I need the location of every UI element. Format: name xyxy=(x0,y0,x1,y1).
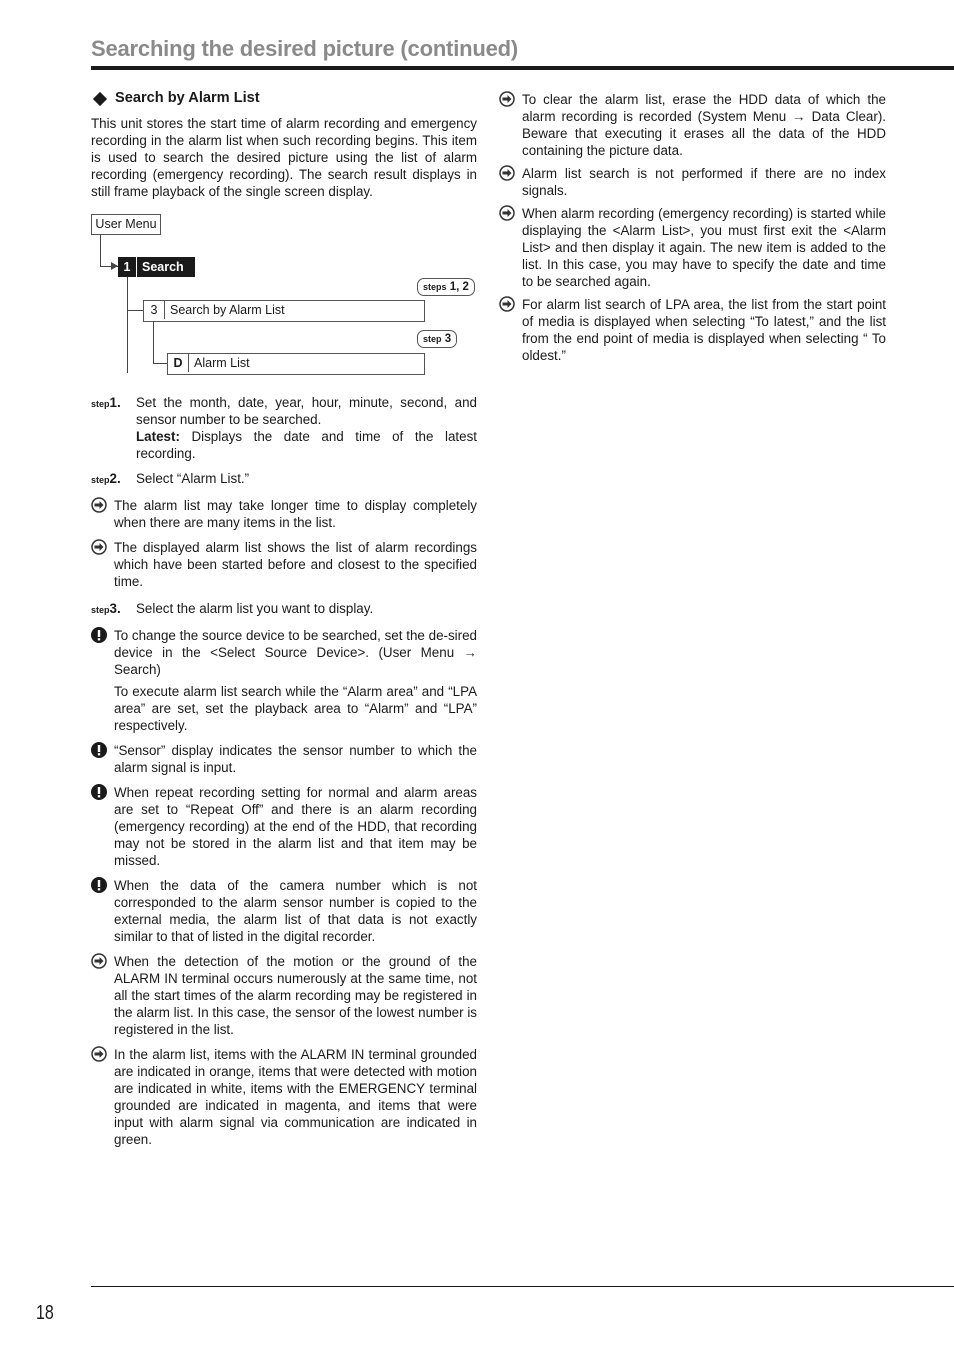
note-item xyxy=(91,539,477,590)
left-column xyxy=(91,90,477,1148)
exclamation-circle-icon xyxy=(91,877,107,893)
arrow-circle-icon xyxy=(499,296,515,312)
arrow-circle-icon xyxy=(91,497,107,513)
arrow-circle-icon xyxy=(499,91,515,107)
step-body xyxy=(136,394,477,462)
latest-text: Displays the date and time of the latest recording. xyxy=(136,429,477,461)
note-text: Alarm list search is not performed if there are no index signals. xyxy=(522,166,886,198)
step-label: step3. xyxy=(91,601,121,616)
caution-item xyxy=(91,742,477,776)
note-item xyxy=(499,296,886,364)
step-text: Set the month, date, year, hour, minute, second, and sensor number to be searched. xyxy=(136,395,477,427)
diamond-bullet-icon xyxy=(93,91,107,105)
step-text: Select the alarm list you want to display. xyxy=(136,601,374,616)
user-menu-label: User Menu xyxy=(95,217,157,231)
menu-diagram xyxy=(91,214,477,382)
step-text: Select “Alarm List.” xyxy=(136,471,250,486)
step-callout xyxy=(417,330,457,348)
note-item xyxy=(91,953,477,1038)
alarm-list-item xyxy=(167,353,425,375)
note-text: When the detection of the motion or the ground of the ALARM IN terminal occurs numerously at the same time, not all the start times of the alarm recording may be registered in the alarm list. In this case, the sensor of the lowest number is registered in the list. xyxy=(114,954,477,1037)
section-heading-text: Search by Alarm List xyxy=(115,90,260,106)
intro-paragraph: This unit stores the start time of alarm recording and emergency recording in the alarm list when such recording begins. This item is used to search the desired picture using the list of alarm recording (emergency recording). The search result displays in still frame playback of the single screen display. xyxy=(91,116,477,199)
step-label: step2. xyxy=(91,471,121,486)
note-item xyxy=(499,205,886,290)
exclamation-circle-icon xyxy=(91,784,107,800)
search-item-label: Search xyxy=(142,260,184,274)
arrow-circle-icon xyxy=(91,1046,107,1062)
search-item-number: 1 xyxy=(118,257,137,277)
note-text: In the alarm list, items with the ALARM IN terminal grounded are indicated in orange, items that were detected with motion are indicated in white, items with the EMERGENCY terminal grounded are indicated in magenta, and items that were input with alarm signal via communication are indicated in green. xyxy=(114,1047,477,1147)
latest-label: Latest: xyxy=(136,429,180,444)
step-1 xyxy=(91,394,477,462)
arrow-circle-icon xyxy=(499,205,515,221)
user-menu-box xyxy=(91,214,161,235)
title-rule xyxy=(91,66,954,70)
exclamation-circle-icon xyxy=(91,742,107,758)
note-text: The displayed alarm list shows the list of alarm recordings which have been started before and closest to the specified time. xyxy=(114,540,477,589)
caution-text: When repeat recording setting for normal and alarm areas are set to “Repeat Off” and there is an alarm recording (emergency recording) at the end of the HDD, that recording may not be stored in the alarm list and that item may be missed. xyxy=(114,785,477,868)
callout-value: 1, 2 xyxy=(449,281,469,293)
exclamation-circle-icon xyxy=(91,627,107,643)
right-column xyxy=(499,91,886,364)
list-item-number: D xyxy=(168,354,189,372)
note-item xyxy=(91,497,477,531)
step-3 xyxy=(91,600,477,619)
note-item xyxy=(499,165,886,199)
step-2 xyxy=(91,470,477,489)
steps-callout xyxy=(417,278,475,296)
search-menu-item xyxy=(118,257,195,277)
note-text: The alarm list may take longer time to display completely when there are many items in the list. xyxy=(114,498,477,530)
callout-value: 3 xyxy=(444,333,452,345)
page-number: 18 xyxy=(36,1302,54,1324)
list-item-label: Alarm List xyxy=(194,356,250,370)
page-title: Searching the desired picture (continued) xyxy=(91,36,518,61)
arrow-circle-icon xyxy=(499,165,515,181)
arrow-right-icon xyxy=(111,262,118,270)
callout-prefix: step xyxy=(423,334,442,344)
callout-prefix: steps xyxy=(423,282,447,292)
caution-item xyxy=(91,627,477,678)
caution-item xyxy=(91,877,477,945)
search-by-alarm-list-item xyxy=(143,300,425,322)
caution-continuation: To execute alarm list search while the “Alarm area” and “LPA area” are set, set the playback area to “Alarm” and “LPA” respectively. xyxy=(114,684,477,733)
note-text: When alarm recording (emergency recording) is started while displaying the <Alarm List>, you must first exit the <Alarm List> and then display it again. The new item is added to the list. In this case, you may have to specify the date and time to be searched again. xyxy=(522,206,886,289)
caution-item xyxy=(91,784,477,869)
arrow-circle-icon xyxy=(91,539,107,555)
section-heading xyxy=(91,90,477,107)
note-item xyxy=(91,1046,477,1148)
alarm-list-item-label: Search by Alarm List xyxy=(170,303,285,317)
caution-text: “Sensor” display indicates the sensor number to which the alarm signal is input. xyxy=(114,743,477,775)
footer-rule xyxy=(91,1286,954,1287)
note-text: For alarm list search of LPA area, the list from the start point of media is displayed when selecting “To latest,” and the list from the end point of media is displayed when selecting “ To oldest.” xyxy=(522,297,886,363)
note-text: To clear the alarm list, erase the HDD data of which the alarm recording is recorded (System Menu → Data Clear). Beware that executing it erases all the data of the HDD containing the picture data. xyxy=(522,92,886,158)
arrow-circle-icon xyxy=(91,953,107,969)
caution-text: To change the source device to be searched, set the de-sired device in the <Select Source Device>. (User Menu → Search) xyxy=(114,628,477,677)
note-item xyxy=(499,91,886,159)
alarm-list-item-number: 3 xyxy=(144,301,165,319)
caution-text: When the data of the camera number which is not corresponded to the alarm sensor number is copied to the external media, the alarm list of that data is not exactly similar to that of listed in the digital recorder. xyxy=(114,878,477,944)
step-label: step1. xyxy=(91,395,121,410)
